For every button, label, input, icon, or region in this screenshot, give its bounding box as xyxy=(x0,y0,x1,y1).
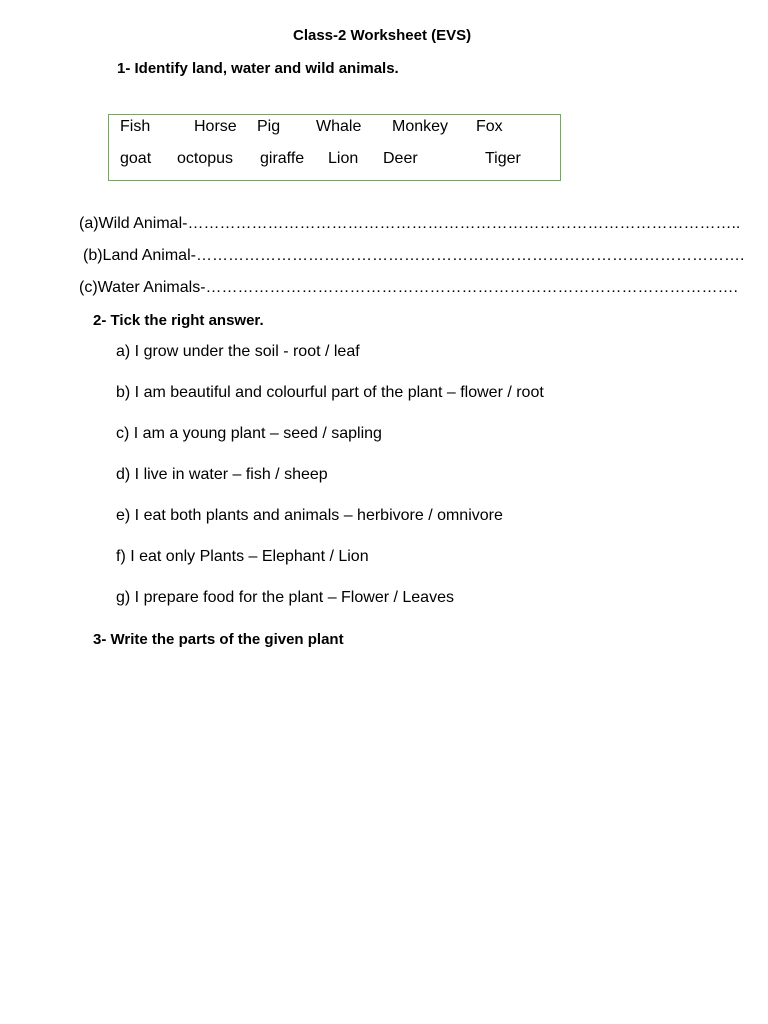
water-animal-answer-line: (c)Water Animals-………………………………………………………………………………………. xyxy=(79,279,738,296)
animal-word: Lion xyxy=(328,150,359,167)
tick-item: f) I eat only Plants – Elephant / Lion xyxy=(116,548,369,565)
tick-item: g) I prepare food for the plant – Flower / Leaves xyxy=(116,589,454,606)
animal-word: Deer xyxy=(383,150,418,167)
animal-word: Monkey xyxy=(392,118,449,135)
animal-word-box xyxy=(108,114,561,181)
tick-item: c) I am a young plant – seed / sapling xyxy=(116,425,382,442)
tick-item: e) I eat both plants and animals – herbivore / omnivore xyxy=(116,507,503,524)
animal-word: Pig xyxy=(257,118,281,135)
tick-item: b) I am beautiful and colourful part of the plant – flower / root xyxy=(116,384,544,401)
tick-item: a) I grow under the soil - root / leaf xyxy=(116,343,360,360)
animal-word: octopus xyxy=(177,150,234,167)
worksheet-title: Class-2 Worksheet (EVS) xyxy=(293,27,472,44)
animal-word: giraffe xyxy=(260,150,305,167)
land-animal-answer-line: (b)Land Animal-…………………………………………………………………………………………. xyxy=(83,247,745,264)
animal-word: Horse xyxy=(194,118,237,135)
animal-word: goat xyxy=(120,150,152,167)
animal-word: Fish xyxy=(120,118,151,135)
animal-word: Fox xyxy=(476,118,503,135)
question-3-heading: 3- Write the parts of the given plant xyxy=(93,631,344,648)
animal-word: Whale xyxy=(316,118,362,135)
question-1-heading: 1- Identify land, water and wild animals. xyxy=(117,60,399,77)
tick-item: d) I live in water – fish / sheep xyxy=(116,466,328,483)
question-2-heading: 2- Tick the right answer. xyxy=(93,312,264,329)
animal-word: Tiger xyxy=(485,150,521,167)
wild-animal-answer-line: (a)Wild Animal-………………………………………………………………………………………….. xyxy=(79,215,741,232)
